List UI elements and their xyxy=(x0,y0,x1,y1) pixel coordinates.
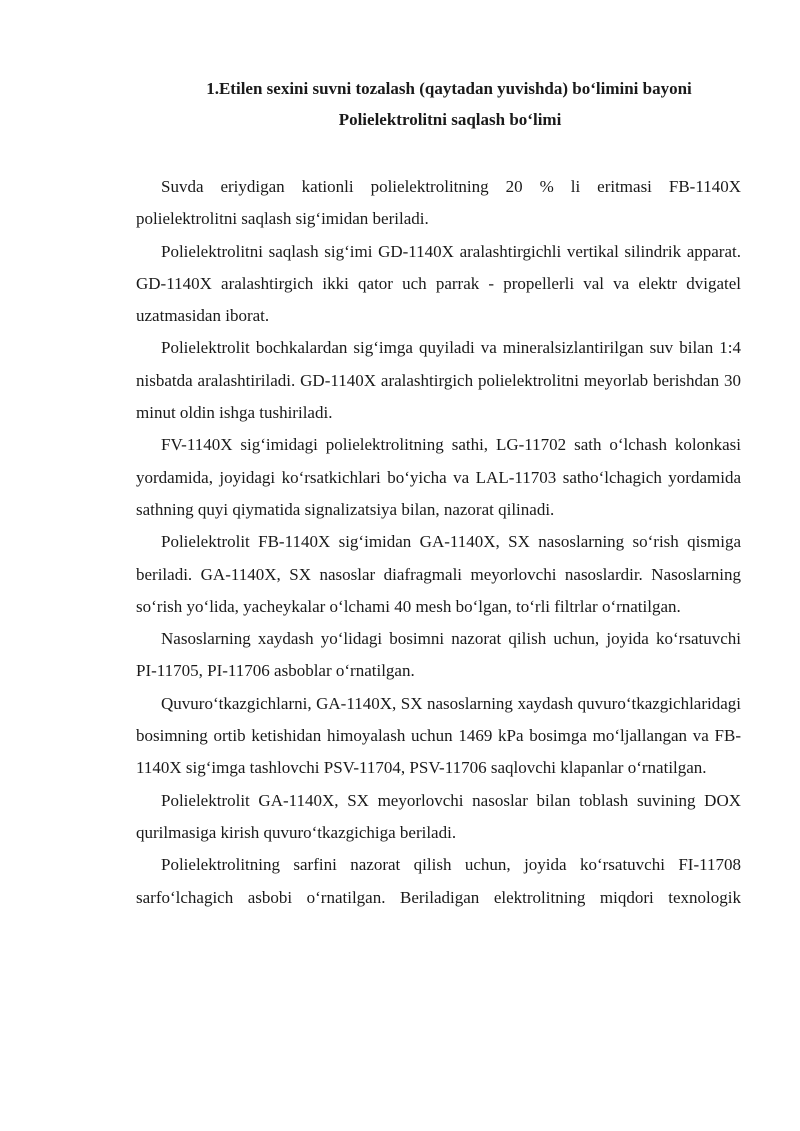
paragraph: Nasoslarning xaydash yo‘lidagi bosimni nazorat qilish uchun, joyida ko‘rsatuvchi PI-11705, PI-11706 asboblar o‘rnatilgan. xyxy=(136,629,741,681)
paragraph: Polielektrolit bochkalardan sig‘imga quyiladi va mineralsizlantirilgan suv bilan 1:4 nisbatda aralashtiriladi. GD-1140X aralashtirgich polielektrolitni meyorlab berishdan 30 minut oldin ishga tushiriladi. xyxy=(136,338,741,423)
paragraph: Quvuro‘tkazgichlarni, GA-1140X, SX nasoslarning xaydash quvuro‘tkazgichlaridagi bosimning ortib ketishidan himoyalash uchun 1469 kPa bosimga mo‘ljallangan va FB-1140X sig‘imga tashlovchi PSV-11704, PSV-11706 saqlovchi klapanlar o‘rnatilgan. xyxy=(136,693,741,778)
paragraph: FV-1140X sig‘imidagi polielektrolitning sathi, LG-11702 sath o‘lchash kolonkasi yordamida, joyidagi ko‘rsatkichlari bo‘yicha va LAL-11703 satho‘lchagich yordamida sathning quyi qiymatida signalizatsiya bilan, nazorat qilinadi. xyxy=(136,435,741,519)
paragraph: Polielektrolit GA-1140X, SX meyorlovchi nasoslar bilan toblash suvining DOX qurilmasiga kirish quvuro‘tkazgichiga beriladi. xyxy=(136,790,741,842)
paragraph: Polielektrolitni saqlash sig‘imi GD-1140X aralashtirgichli vertikal silindrik apparat. GD-1140X aralashtirgich ikki qator uch parrak - propellerli val va elektr dvigatel uzatmasidan iborat. xyxy=(136,241,741,326)
paragraph: Suvda eriydigan kationli polielektrolitning 20 % li eritmasi FB-1140X polielektrolitni saqlash sig‘imidan beriladi. xyxy=(136,177,741,229)
paragraph-continued: Polielektrolitning sarfini nazorat qilish uchun, joyida ko‘rsatuvchi FI-11708 sarfo‘lchagich asbobi o‘rnatilgan. Beriladigan elektrolitning miqdori texnologik xyxy=(136,855,741,907)
section-subtitle: Polielektrolitni saqlash bo‘limi xyxy=(338,110,562,129)
section-title: 1.Etilen sexini suvni tozalash (qaytadan yuvishda) bo‘limini bayoni xyxy=(206,79,692,98)
document-body xyxy=(136,171,741,914)
paragraph: Polielektrolit FB-1140X sig‘imidan GA-1140X, SX nasoslarning so‘rish qismiga beriladi. GA-1140X, SX nasoslar diafragmali meyorlovchi nasoslardir. Nasoslarning so‘rish yo‘lida, yacheykalar o‘lchami 40 mesh bo‘lgan, to‘rli filtrlar o‘rnatilgan. xyxy=(136,532,741,616)
